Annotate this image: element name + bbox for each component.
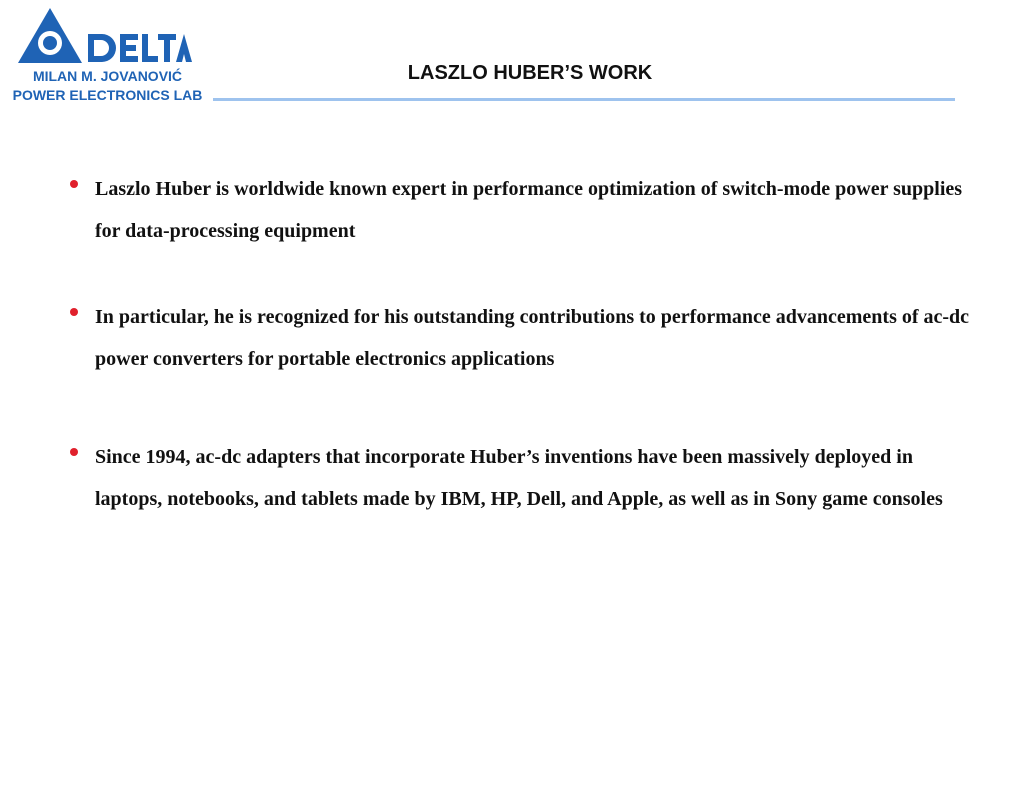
bullet-text: Laszlo Huber is worldwide known expert in performance optimization of switch-mode power supplies for data-processing equipment: [95, 178, 963, 242]
lab-owner-name: MILAN M. JOVANOVIĆ: [32, 68, 183, 84]
bullet-dot-icon: [70, 448, 78, 456]
lab-name: POWER ELECTRONICS LAB: [12, 87, 203, 103]
delta-logo: [16, 8, 196, 68]
bullet-dot-icon: [70, 180, 78, 188]
bullet-dot-icon: [70, 308, 78, 316]
bullet-text: In particular, he is recognized for his outstanding contributions to performance advancements of ac-dc power converters for portable electronics applications: [95, 306, 970, 370]
title-divider: [213, 98, 955, 101]
bullet-item: [70, 296, 970, 380]
bullet-item: [70, 168, 970, 252]
bullet-item: [70, 436, 970, 520]
bullet-text: Since 1994, ac-dc adapters that incorporate Huber’s inventions have been massively deployed in laptops, notebooks, and tablets made by IBM, HP, Dell, and Apple, as well as in Sony game consoles: [95, 446, 943, 510]
page-title: LASZLO HUBER’S WORK: [407, 62, 653, 84]
